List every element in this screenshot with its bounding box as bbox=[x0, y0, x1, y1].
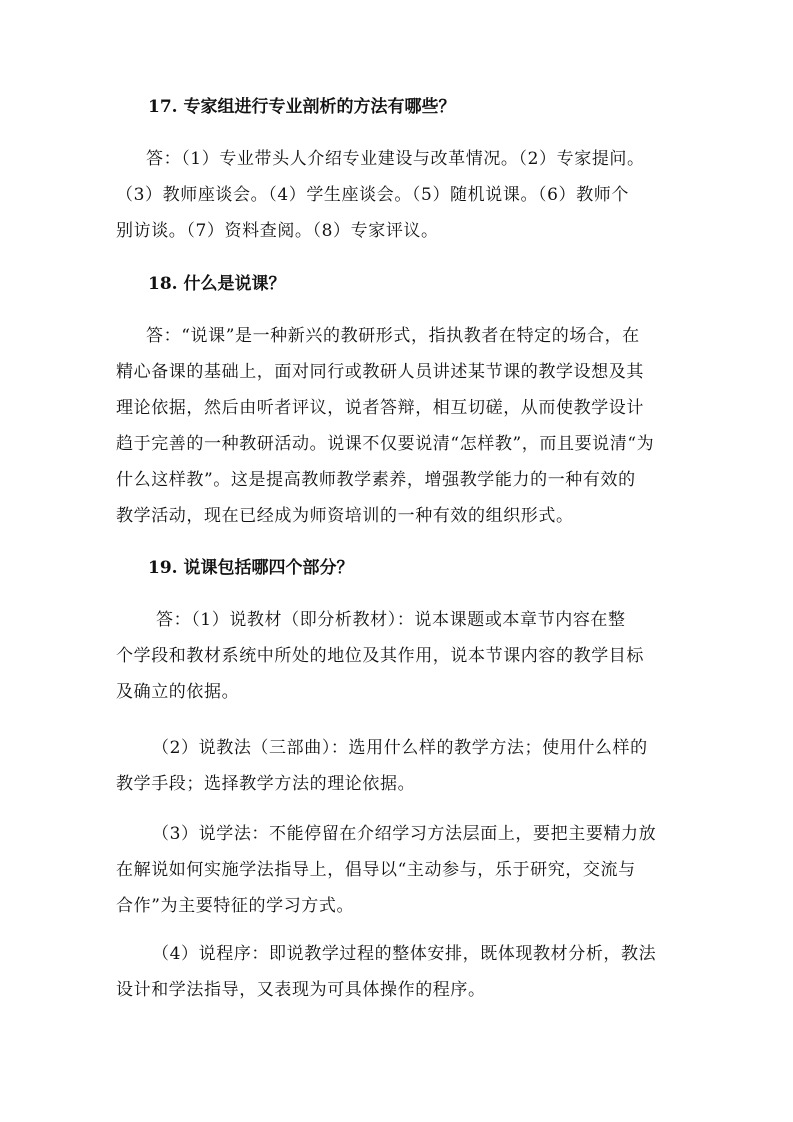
text-line: 教学活动，现在已经成为师资培训的一种有效的组织形式。 bbox=[116, 506, 574, 526]
text-line: 答：（1）说教材（即分析教材）：说本课题或本章节内容在整 bbox=[156, 610, 626, 630]
text-line: 个学段和教材系统中所处的地位及其作用，说本节课内容的教学目标 bbox=[116, 646, 644, 666]
text-line: （4）说程序：即说教学过程的整体安排，既体现教材分析，教法 bbox=[152, 944, 657, 964]
text-line: （3）教师座谈会。（4）学生座谈会。（5）随机说课。（6）教师个 bbox=[116, 185, 629, 205]
answer-19-part-3 bbox=[116, 816, 679, 924]
text-line: 合作”为主要特征的学习方式。 bbox=[116, 896, 355, 916]
question-17-heading: 17. 专家组进行专业剖析的方法有哪些？ bbox=[148, 97, 456, 117]
text-line: （3）说学法：不能停留在介绍学习方法层面上，要把主要精力放 bbox=[152, 824, 657, 844]
text-line: 在解说如何实施学法指导上，倡导以“主动参与，乐于研究，交流与 bbox=[116, 860, 636, 880]
text-line: 别访谈。（7）资料查阅。（8）专家评议。 bbox=[116, 221, 439, 241]
text-line: 理论依据，然后由听者评议，说者答辩，相互切磋，从而使教学设计 bbox=[116, 398, 644, 418]
question-18-heading: 18. 什么是说课？ bbox=[148, 274, 286, 294]
text-line: 精心备课的基础上，面对同行或教研人员讲述某节课的教学设想及其 bbox=[116, 362, 644, 382]
answer-19-part-4 bbox=[116, 936, 679, 1008]
text-line: （2）说教法（三部曲）：选用什么样的教学方法；使用什么样的 bbox=[152, 738, 648, 758]
answer-17-paragraph bbox=[116, 141, 679, 249]
text-line: 答：（1）专业带头人介绍专业建设与改革情况。（2）专家提问。 bbox=[146, 149, 645, 169]
text-line: 趋于完善的一种教研活动。说课不仅要说清“怎样教”，而且要说清“为 bbox=[116, 434, 655, 454]
question-19-heading: 19. 说课包括哪四个部分？ bbox=[148, 558, 354, 578]
answer-18-paragraph bbox=[116, 318, 679, 534]
answer-19-part-1 bbox=[116, 602, 679, 710]
text-line: 教学手段；选择教学方法的理论依据。 bbox=[116, 774, 416, 794]
text-line: 答：“说课”是一种新兴的教研形式，指执教者在特定的场合，在 bbox=[146, 326, 640, 346]
text-line: 及确立的依据。 bbox=[116, 682, 240, 702]
text-line: 设计和学法指导，又表现为可具体操作的程序。 bbox=[116, 980, 486, 1000]
answer-19-part-2 bbox=[116, 730, 679, 802]
text-line: 什么这样教”。这是提高教师教学素养，增强教学能力的一种有效的 bbox=[116, 470, 636, 490]
